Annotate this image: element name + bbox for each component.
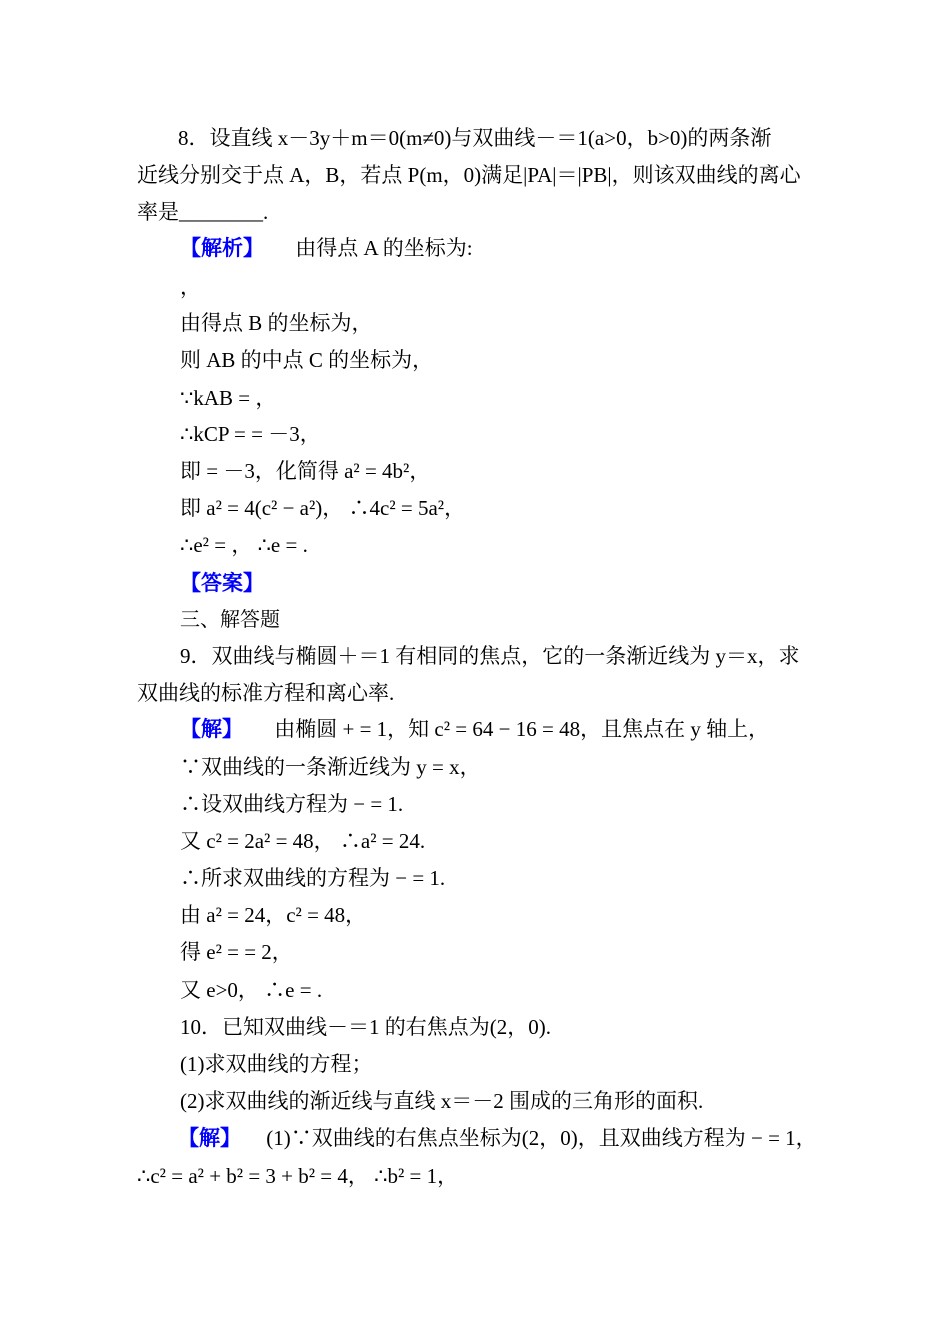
section-title: 三、解答题 (180, 607, 280, 631)
problem8-line2: 近线分别交于点 A，B，若点 P(m，0)满足|PA|＝|PB|，则该双曲线的离心 (137, 163, 801, 187)
problem10-line1: 10．已知双曲线－＝1 的右焦点为(2，0). (180, 1015, 551, 1039)
analysis-heading (180, 234, 473, 262)
solution-text: (1)∵双曲线的右焦点坐标为(2，0)，且双曲线方程为 − = 1， (266, 1126, 817, 1150)
analysis-line: ∴e² = ， ∴e = . (180, 533, 308, 557)
analysis-tag: 【解析】 (180, 236, 264, 260)
solution10-line: ∴c² = a² + b² = 3 + b² = 4， ∴b² = 1， (137, 1164, 459, 1188)
solution-text: 由椭圆 + = 1，知 c² = 64 − 16 = 48，且焦点在 y 轴上， (274, 717, 770, 741)
solution-tag: 【解】 (178, 1126, 241, 1150)
solution-tag: 【解】 (180, 717, 243, 741)
solution9-heading (180, 715, 769, 743)
analysis-line: 即 = －3，化简得 a² = 4b²， (180, 459, 431, 483)
analysis-line: 则 AB 的中点 C 的坐标为， (180, 348, 434, 372)
analysis-line: 由得点 B 的坐标为， (180, 311, 373, 335)
problem9-line1: 9．双曲线与椭圆＋＝1 有相同的焦点，它的一条渐近线为 y＝x，求 (180, 644, 800, 668)
answer-heading (180, 569, 264, 597)
problem9-line2: 双曲线的标准方程和离心率. (137, 681, 395, 705)
solution9-line: 又 c² = 2a² = 48， ∴a² = 24. (180, 829, 426, 853)
analysis-text: 由得点 A 的坐标为: (295, 236, 473, 260)
analysis-line: 即 a² = 4(c² − a²)， ∴4c² = 5a²， (180, 496, 466, 520)
solution9-line: ∴设双曲线方程为 − = 1. (180, 792, 404, 816)
problem8-line3: 率是________. (137, 200, 269, 224)
solution9-line: 得 e² = = 2， (180, 940, 293, 964)
answer-tag: 【答案】 (180, 571, 264, 595)
solution10-heading (178, 1124, 817, 1152)
analysis-line: ∵kAB = ， (180, 386, 277, 410)
problem8-line1: 8．设直线 x－3y＋m＝0(m≠0)与双曲线－＝1(a>0，b>0)的两条渐 (178, 126, 772, 150)
problem10-line3: (2)求双曲线的渐近线与直线 x＝－2 围成的三角形的面积. (180, 1089, 704, 1113)
solution9-line: 由 a² = 24，c² = 48， (180, 903, 367, 927)
analysis-line: ∴kCP = = －3， (180, 422, 321, 446)
solution9-line: 又 e>0， ∴e = . (180, 978, 323, 1002)
analysis-line: ， (180, 275, 201, 299)
solution9-line: ∴所求双曲线的方程为 − = 1. (180, 866, 446, 890)
problem10-line2: (1)求双曲线的方程； (180, 1052, 373, 1076)
solution9-line: ∵双曲线的一条渐近线为 y = x， (180, 755, 481, 779)
